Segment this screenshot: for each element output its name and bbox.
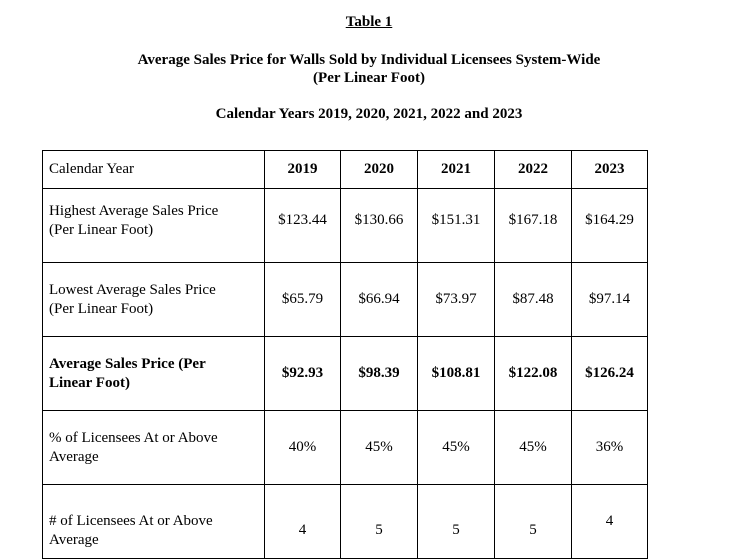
cell-value: $65.79	[265, 263, 341, 337]
cell-value: 45%	[495, 411, 572, 485]
cell-value: 36%	[572, 411, 648, 485]
row-label-line2: Average	[49, 448, 99, 465]
cell-value: 5	[495, 485, 572, 559]
header-calendar-year: Calendar Year	[43, 151, 265, 189]
row-label-line1: # of Licensees At or Above	[49, 512, 213, 529]
table-subtitle-unit: (Per Linear Foot)	[313, 70, 425, 86]
cell-value: 45%	[341, 411, 418, 485]
row-label-line1: Highest Average Sales Price	[49, 202, 219, 219]
table-row	[43, 337, 648, 411]
cell-value: $87.48	[495, 263, 572, 337]
row-label	[43, 337, 265, 411]
table-row	[43, 411, 648, 485]
year-2020: 2020	[341, 151, 418, 189]
row-label	[43, 189, 265, 263]
year-2023: 2023	[572, 151, 648, 189]
row-label-line2: Average	[49, 531, 99, 548]
table-row	[43, 189, 648, 263]
row-label-line2: Linear Foot)	[49, 374, 130, 391]
table-row	[43, 263, 648, 337]
cell-value: $92.93	[265, 337, 341, 411]
row-label	[43, 485, 265, 559]
cell-value: $123.44	[265, 189, 341, 263]
year-2019: 2019	[265, 151, 341, 189]
cell-value: $97.14	[572, 263, 648, 337]
cell-value: 40%	[265, 411, 341, 485]
row-label	[43, 411, 265, 485]
cell-value: $73.97	[418, 263, 495, 337]
cell-value: $126.24	[572, 337, 648, 411]
cell-value: 5	[418, 485, 495, 559]
cell-value: 4	[572, 485, 648, 559]
cell-value: $151.31	[418, 189, 495, 263]
cell-value: $167.18	[495, 189, 572, 263]
row-label-line1: Average Sales Price (Per	[49, 355, 206, 372]
table-row	[43, 485, 648, 559]
cell-value: $98.39	[341, 337, 418, 411]
year-2021: 2021	[418, 151, 495, 189]
row-label	[43, 263, 265, 337]
year-2022: 2022	[495, 151, 572, 189]
cell-value: $122.08	[495, 337, 572, 411]
row-label-line2: (Per Linear Foot)	[49, 221, 154, 238]
cell-value: $66.94	[341, 263, 418, 337]
row-label-line1: % of Licensees At or Above	[49, 429, 218, 446]
cell-value: $130.66	[341, 189, 418, 263]
cell-value: 5	[341, 485, 418, 559]
row-label-line1: Lowest Average Sales Price	[49, 281, 216, 298]
table-header-row	[43, 151, 648, 189]
calendar-years-heading: Calendar Years 2019, 2020, 2021, 2022 and 2023	[215, 106, 523, 122]
cell-value: $164.29	[572, 189, 648, 263]
price-table	[42, 150, 648, 559]
table-subtitle: Average Sales Price for Walls Sold by Individual Licensees System-Wide	[137, 52, 601, 68]
cell-value: 4	[265, 485, 341, 559]
table-title: Table 1	[345, 14, 393, 30]
cell-value: 45%	[418, 411, 495, 485]
row-label-line2: (Per Linear Foot)	[49, 300, 154, 317]
cell-value: $108.81	[418, 337, 495, 411]
